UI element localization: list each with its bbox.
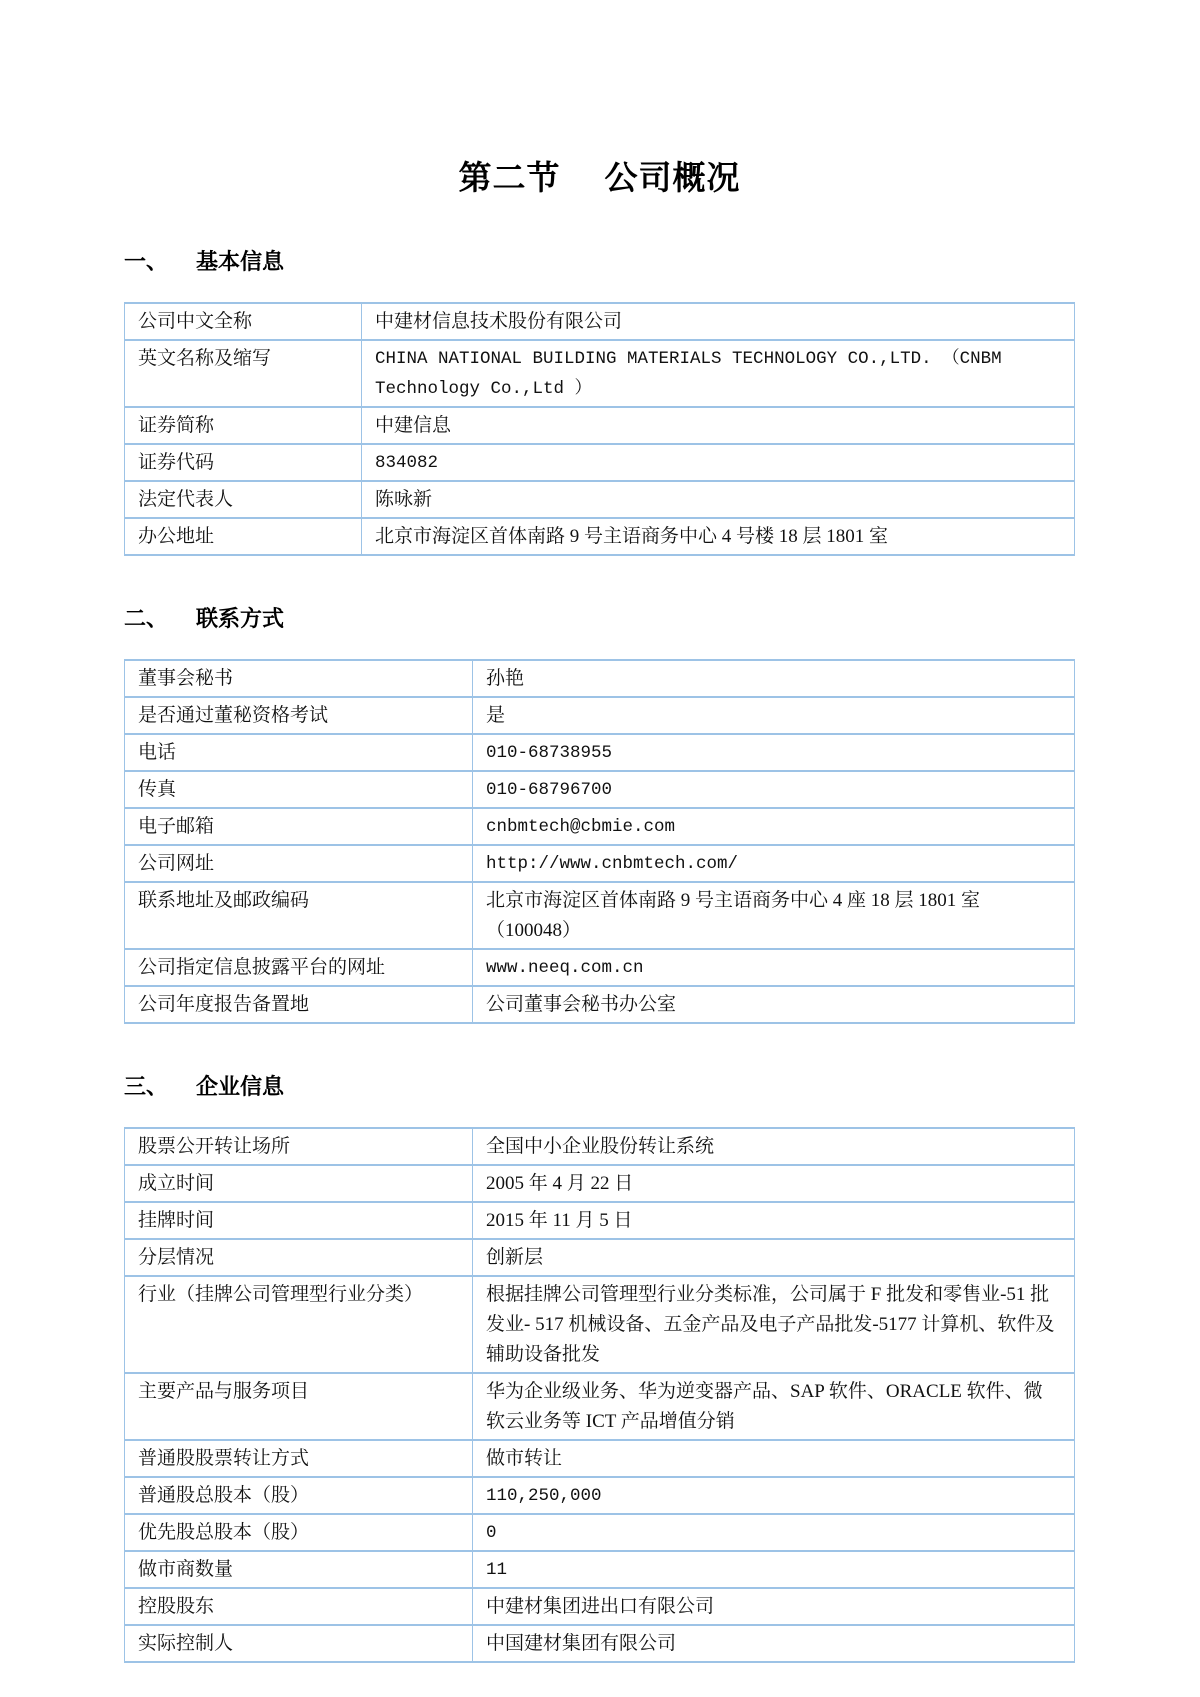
table-row xyxy=(125,1128,1075,1165)
field-label: 公司年度报告备置地 xyxy=(125,986,473,1023)
table-row xyxy=(125,481,1075,518)
field-value: 中建信息 xyxy=(362,407,1075,444)
table-row xyxy=(125,1477,1075,1514)
table-row xyxy=(125,660,1075,697)
field-label: 股票公开转让场所 xyxy=(125,1128,473,1165)
field-value: 110,250,000 xyxy=(473,1477,1075,1514)
section-number: 三、 xyxy=(124,1074,169,1099)
table-row xyxy=(125,303,1075,340)
field-value: 2015 年 11 月 5 日 xyxy=(473,1202,1075,1239)
table-row xyxy=(125,1276,1075,1373)
field-value: 全国中小企业股份转让系统 xyxy=(473,1128,1075,1165)
field-label: 联系地址及邮政编码 xyxy=(125,882,473,949)
table-row xyxy=(125,882,1075,949)
enterprise-info-table xyxy=(124,1127,1075,1663)
field-label: 电话 xyxy=(125,734,473,771)
field-value: 0 xyxy=(473,1514,1075,1551)
field-label: 办公地址 xyxy=(125,518,362,555)
field-value: www.neeq.com.cn xyxy=(473,949,1075,986)
page-title-text: 公司概况 xyxy=(604,159,741,196)
field-label: 公司指定信息披露平台的网址 xyxy=(125,949,473,986)
table-row xyxy=(125,1625,1075,1662)
field-label: 电子邮箱 xyxy=(125,808,473,845)
field-label: 是否通过董秘资格考试 xyxy=(125,697,473,734)
report-page xyxy=(124,0,1075,1663)
field-value: 北京市海淀区首体南路 9 号主语商务中心 4 座 18 层 1801 室（100048） xyxy=(473,882,1075,949)
field-label: 行业（挂牌公司管理型行业分类） xyxy=(125,1276,473,1373)
field-label: 公司中文全称 xyxy=(125,303,362,340)
field-value: http://www.cnbmtech.com/ xyxy=(473,845,1075,882)
section-title: 企业信息 xyxy=(196,1074,285,1099)
table-row xyxy=(125,1373,1075,1440)
table-row xyxy=(125,1551,1075,1588)
field-label: 控股股东 xyxy=(125,1588,473,1625)
field-label: 优先股总股本（股） xyxy=(125,1514,473,1551)
table-row xyxy=(125,1440,1075,1477)
table-row xyxy=(125,1239,1075,1276)
field-label: 成立时间 xyxy=(125,1165,473,1202)
field-label: 挂牌时间 xyxy=(125,1202,473,1239)
field-value: 中国建材集团有限公司 xyxy=(473,1625,1075,1662)
field-label: 实际控制人 xyxy=(125,1625,473,1662)
field-label: 做市商数量 xyxy=(125,1551,473,1588)
field-value: 根据挂牌公司管理型行业分类标准，公司属于 F 批发和零售业-51 批发业- 517 机械设备、五金产品及电子产品批发-5177 计算机、软件及辅助设备批发 xyxy=(473,1276,1075,1373)
field-value: CHINA NATIONAL BUILDING MATERIALS TECHNOLOGY CO.,LTD. （CNBM Technology Co.,Ltd ） xyxy=(362,340,1075,407)
field-value: 创新层 xyxy=(473,1239,1075,1276)
table-row xyxy=(125,771,1075,808)
table-row xyxy=(125,1588,1075,1625)
field-value: 834082 xyxy=(362,444,1075,481)
table-row xyxy=(125,1165,1075,1202)
table-row xyxy=(125,1514,1075,1551)
field-value: 公司董事会秘书办公室 xyxy=(473,986,1075,1023)
field-label: 分层情况 xyxy=(125,1239,473,1276)
table-row xyxy=(125,340,1075,407)
field-label: 普通股总股本（股） xyxy=(125,1477,473,1514)
field-value: 孙艳 xyxy=(473,660,1075,697)
field-value: 010-68738955 xyxy=(473,734,1075,771)
field-label: 董事会秘书 xyxy=(125,660,473,697)
field-value: 2005 年 4 月 22 日 xyxy=(473,1165,1075,1202)
field-value: 华为企业级业务、华为逆变器产品、SAP 软件、ORACLE 软件、微软云业务等 ICT 产品增值分销 xyxy=(473,1373,1075,1440)
field-label: 法定代表人 xyxy=(125,481,362,518)
table-row xyxy=(125,697,1075,734)
field-label: 传真 xyxy=(125,771,473,808)
section-heading-basic-info xyxy=(124,245,1075,276)
section-title: 联系方式 xyxy=(196,606,285,631)
field-value: 中建材集团进出口有限公司 xyxy=(473,1588,1075,1625)
table-row xyxy=(125,808,1075,845)
page-title xyxy=(124,152,1075,199)
section-heading-contact-info xyxy=(124,602,1075,633)
table-row xyxy=(125,1202,1075,1239)
field-label: 公司网址 xyxy=(125,845,473,882)
field-label: 主要产品与服务项目 xyxy=(125,1373,473,1440)
field-value: 做市转让 xyxy=(473,1440,1075,1477)
field-value: 11 xyxy=(473,1551,1075,1588)
basic-info-table xyxy=(124,302,1075,556)
field-label: 普通股股票转让方式 xyxy=(125,1440,473,1477)
table-row xyxy=(125,949,1075,986)
table-row xyxy=(125,444,1075,481)
table-row xyxy=(125,986,1075,1023)
field-label: 证券简称 xyxy=(125,407,362,444)
contact-info-table xyxy=(124,659,1075,1024)
section-number: 二、 xyxy=(124,606,169,631)
section-number: 一、 xyxy=(124,249,169,274)
table-row xyxy=(125,734,1075,771)
field-value: 是 xyxy=(473,697,1075,734)
section-heading-enterprise-info xyxy=(124,1070,1075,1101)
field-label: 英文名称及缩写 xyxy=(125,340,362,407)
field-value: 北京市海淀区首体南路 9 号主语商务中心 4 号楼 18 层 1801 室 xyxy=(362,518,1075,555)
section-title: 基本信息 xyxy=(196,249,285,274)
table-row xyxy=(125,407,1075,444)
field-label: 证券代码 xyxy=(125,444,362,481)
field-value: 中建材信息技术股份有限公司 xyxy=(362,303,1075,340)
field-value: 陈咏新 xyxy=(362,481,1075,518)
table-row xyxy=(125,518,1075,555)
table-row xyxy=(125,845,1075,882)
field-value: 010-68796700 xyxy=(473,771,1075,808)
field-value: cnbmtech@cbmie.com xyxy=(473,808,1075,845)
page-title-section-number: 第二节 xyxy=(458,159,561,196)
